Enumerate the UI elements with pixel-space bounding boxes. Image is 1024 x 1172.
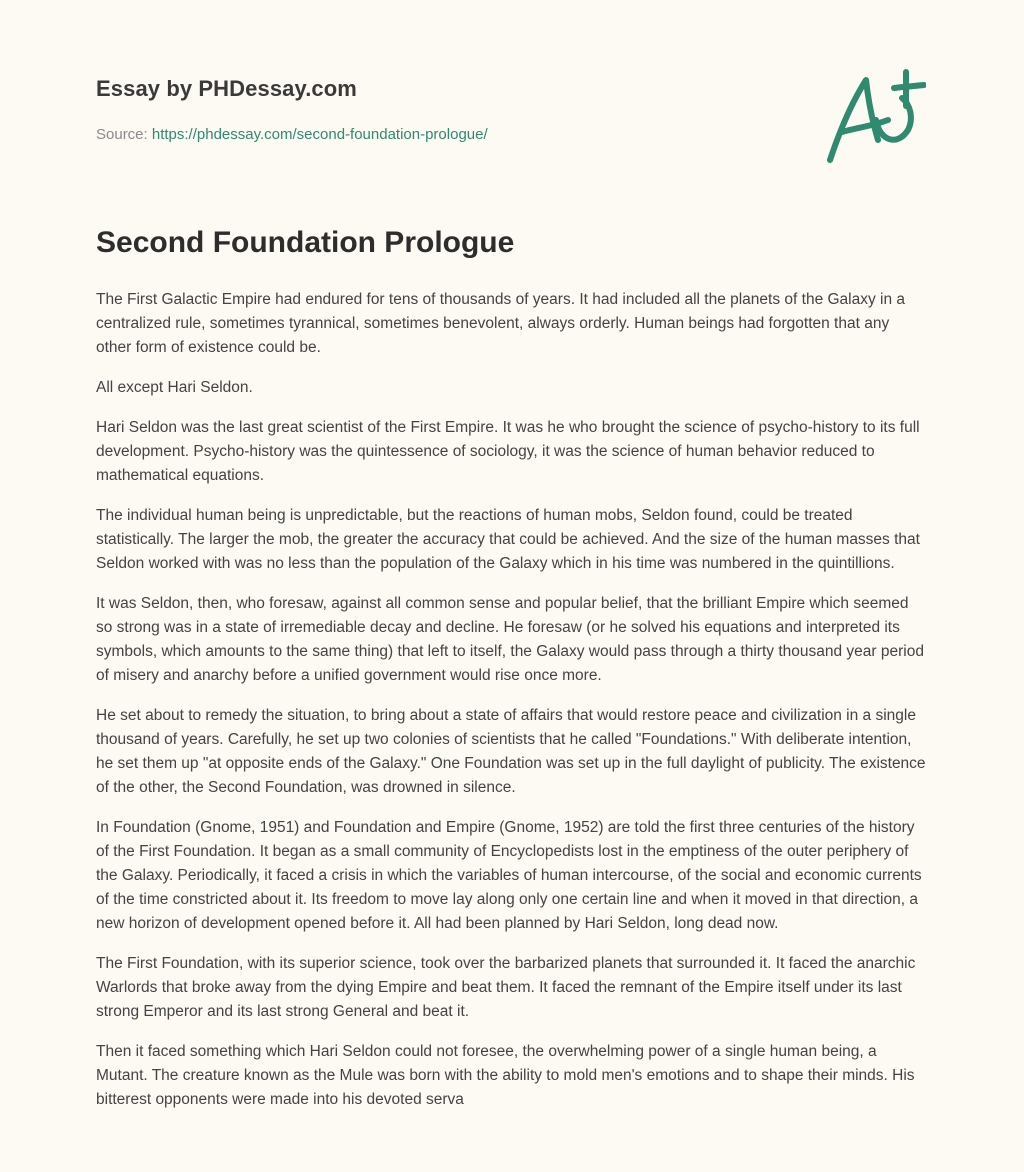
essay-paragraph: He set about to remedy the situation, to bring about a state of affairs that would restore peace and civilization in a single thousand of years. Carefully, he set up two colonies of scientists that he called "Foundations." With deliberate intention, he set them up "at opposite ends of the Galaxy." One Foundation was set up in the full daylight of publicity. The existence of the other, the Second Foundation, was drowned in silence. bbox=[96, 707, 926, 796]
source-line bbox=[96, 126, 926, 143]
essay-paragraph: All except Hari Seldon. bbox=[96, 379, 253, 396]
essay-paragraph: The First Galactic Empire had endured for tens of thousands of years. It had included all the planets of the Galaxy in a centralized rule, sometimes tyrannical, sometimes benevolent, always orderly. Human beings had forgotten that any other form of existence could be. bbox=[96, 291, 906, 356]
essay-paragraph: Then it faced something which Hari Seldon could not foresee, the overwhelming power of a single human being, a Mutant. The creature known as the Mule was born with the ability to mold men's emotions and to shape their minds. His bitterest opponents were made into his devoted serva bbox=[96, 1043, 915, 1108]
essay-title: Second Foundation Prologue bbox=[96, 226, 515, 259]
essay-paragraph: In Foundation (Gnome, 1951) and Foundation and Empire (Gnome, 1952) are told the first three centuries of the history of the First Foundation. It began as a small community of Encyclopedists lost in the emptiness of the outer periphery of the Galaxy. Periodically, it faced a crisis in which the variables of human intercourse, of the social and economic currents of the time constricted about it. Its freedom to move lay along only one certain line and when it moved in that direction, a new horizon of development opened before it. All had been planned by Hari Seldon, long dead now. bbox=[96, 819, 922, 932]
source-label: Source: bbox=[96, 126, 148, 143]
essay-header bbox=[96, 76, 926, 186]
essay-body bbox=[96, 226, 926, 1128]
essay-paragraph: The individual human being is unpredictable, but the reactions of human mobs, Seldon found, could be treated statistically. The larger the mob, the greater the accuracy that could be achieved. And the size of the human masses that Seldon worked with was no less than the population of the Galaxy which in his time was numbered in the quintillions. bbox=[96, 507, 920, 572]
essay-paragraph: Hari Seldon was the last great scientist of the First Empire. It was he who brought the science of psycho-history to its full development. Psycho-history was the quintessence of sociology, it was the science of human behavior reduced to mathematical equations. bbox=[96, 419, 920, 484]
a-plus-icon bbox=[822, 68, 926, 168]
essay-paragraph: The First Foundation, with its superior science, took over the barbarized planets that surrounded it. It faced the anarchic Warlords that broke away from the dying Empire and beat them. It faced the remnant of the Empire itself under its last strong Emperor and its last strong General and beat it. bbox=[96, 955, 916, 1020]
source-link[interactable]: https://phdessay.com/second-foundation-prologue/ bbox=[151, 126, 488, 143]
site-brand: Essay by PHDessay.com bbox=[96, 76, 357, 101]
essay-paragraph: It was Seldon, then, who foresaw, against all common sense and popular belief, that the brilliant Empire which seemed so strong was in a state of irremediable decay and decline. He foresaw (or he solved his equations and interpreted its symbols, which amounts to the same thing) that left to itself, the Galaxy would pass through a thirty thousand year period of misery and anarchy before a unified government would rise once more. bbox=[96, 595, 924, 684]
